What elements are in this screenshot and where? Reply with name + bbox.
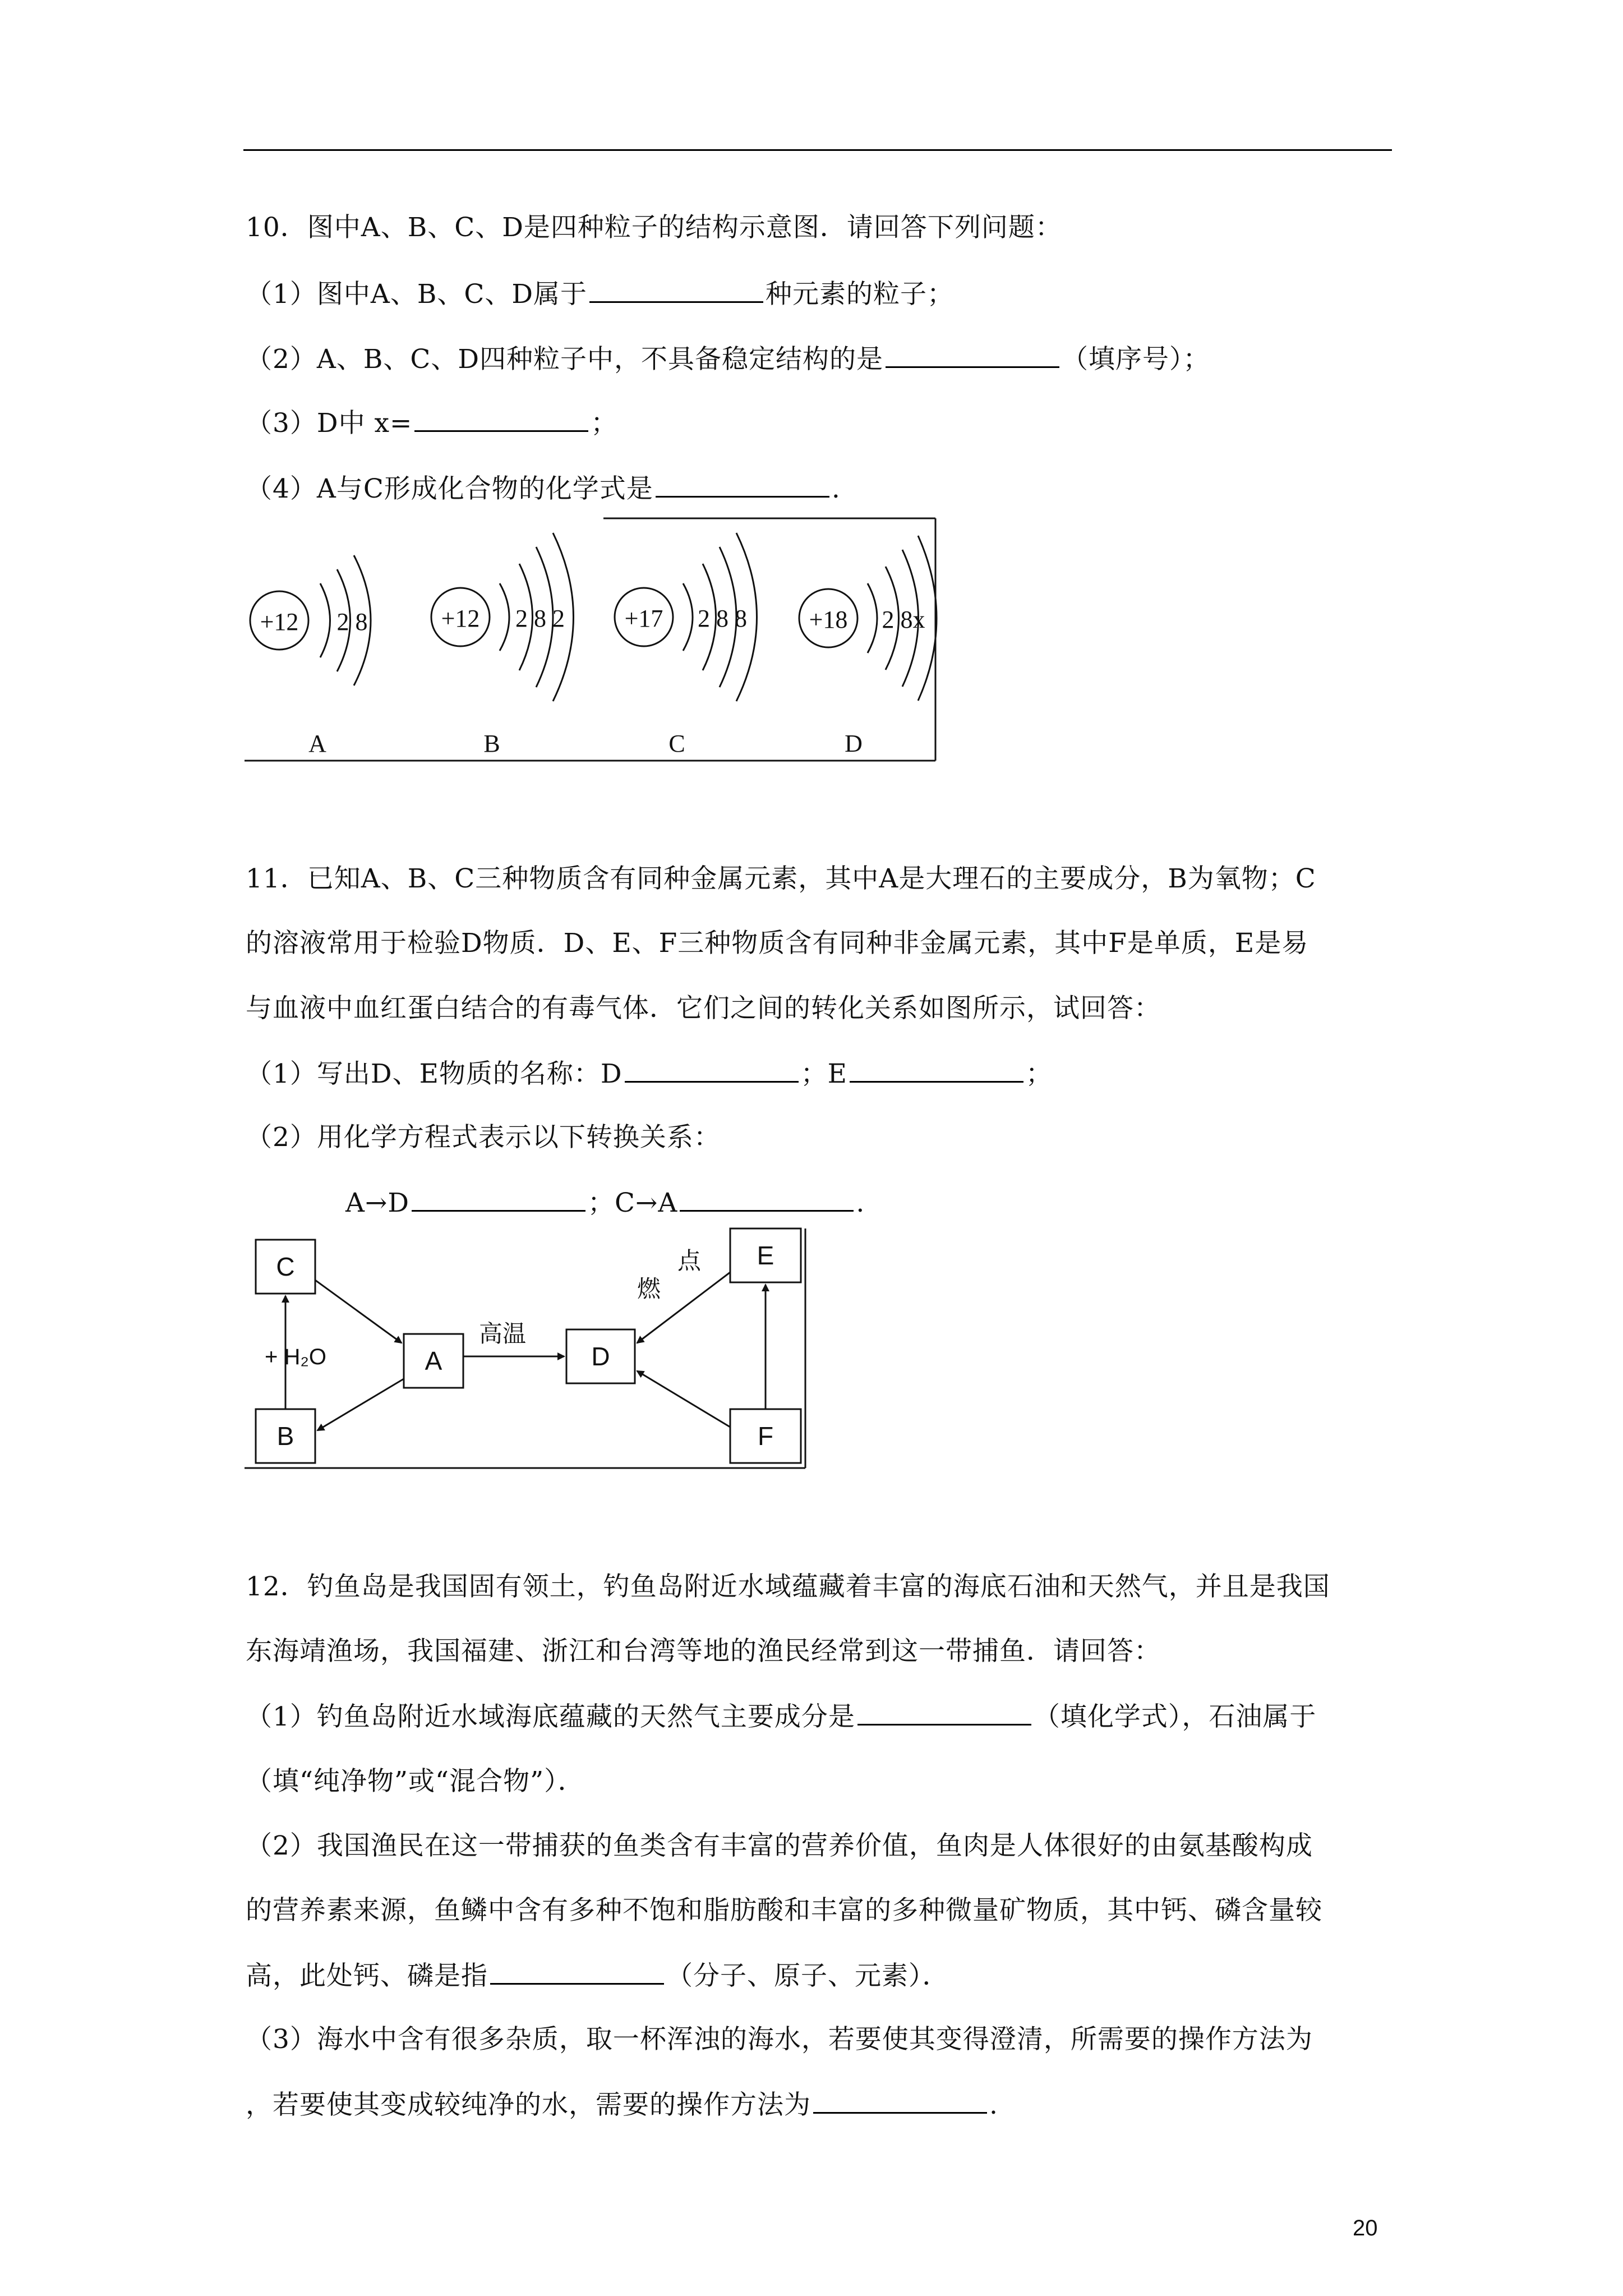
q12-part2-line1: （2）我国渔民在这一带捕获的鱼类含有丰富的营养价值，鱼肉是人体很好的由氨基酸构成 [246,1830,1313,1861]
atom-a-nucleus: +12 [260,608,299,636]
q11-d-blank[interactable] [625,1056,799,1083]
q10-part2 [246,342,1210,376]
q10-part4-suffix: . [831,473,841,504]
q11-line3: 与血液中血红蛋白结合的有毒气体．它们之间的转化关系如图所示，试回答： [246,993,1161,1024]
svg-text:D: D [591,1342,610,1371]
arrow-c-to-a [315,1280,402,1343]
q10-part2-suffix: （填序号）； [1062,344,1210,375]
atom-a [250,555,371,757]
q10-part3-suffix: ； [591,408,618,439]
atom-d-label: D [845,730,863,757]
q10-part4 [246,471,841,506]
q10-part1 [246,277,954,311]
atom-c [615,533,757,757]
label-h2o: + H₂O [265,1345,326,1369]
atom-structure-figure [245,516,940,763]
q12-part3-line1: （3）海水中含有很多杂质，取一杯浑浊的海水，若要使其变得澄清，所需要的操作方法为 [246,2024,1313,2055]
label-ignite-1: 点 [677,1248,702,1274]
q10-part4-blank[interactable] [656,471,829,498]
q12-part3-text: ，若要使其变成较纯净的水，需要的操作方法为 [246,2090,811,2120]
q12-part2-line3 [246,1958,949,1993]
q12-part2-options: （分子、原子、元素）． [666,1961,949,1991]
q11-equations [345,1185,865,1220]
q11-line2: 的溶液常用于检验D物质．D、E、F三种物质含有同种非金属元素，其中F是单质，E是易 [246,928,1309,959]
q11-eq1-blank[interactable] [412,1185,585,1212]
atom-d-shells: 2 8x [882,606,925,633]
q12-part1 [246,1699,1316,1734]
conversion-diagram [245,1224,808,1471]
q11-part1 [246,1056,1053,1091]
label-ignite-2: 燃 [637,1276,661,1302]
q11-eq-a-to-d: A→D [345,1188,410,1218]
q11-part1-end: ； [1025,1059,1053,1089]
q10-part4-text: （4）A与C形成化合物的化学式是 [246,473,653,504]
q10-part3 [246,406,617,440]
q12-part1-text: （1）钓鱼岛附近水域海底蕴藏的天然气主要成分是 [246,1701,855,1732]
atom-c-nucleus: +17 [624,605,663,632]
q12-method-blank[interactable] [813,2087,987,2114]
q11-part1-text: （1）写出D、E物质的名称：D [246,1059,623,1089]
page-number: 20 [1353,2216,1378,2240]
atom-b-label: B [483,730,500,757]
q10-part1-suffix: 种元素的粒子； [766,279,955,310]
atom-c-label: C [668,730,685,757]
q10-part3-text: （3）D中 x= [246,408,413,439]
q11-eq-c-to-a: ；C→A [588,1188,678,1218]
label-high-temp: 高温 [479,1320,527,1347]
q12-line1: 12．钓鱼岛是我国固有领土，钓鱼岛附近水域蕴藏着丰富的海底石油和天然气，并且是我国 [246,1571,1330,1602]
q10-part3-blank[interactable] [414,406,588,432]
q11-part2: （2）用化学方程式表示以下转换关系： [246,1122,721,1153]
svg-text:B: B [276,1421,294,1451]
q12-part3-line2 [246,2087,998,2122]
atom-c-shells: 2 8 8 [698,605,747,632]
q10-part1-blank[interactable] [589,277,763,303]
q11-line1: 11．已知A、B、C三种物质含有同种金属元素，其中A是大理石的主要成分，B为氧物；C [246,863,1316,894]
q11-e-blank[interactable] [850,1056,1023,1083]
svg-text:A: A [425,1346,442,1375]
q10-part2-blank[interactable] [886,342,1059,368]
svg-text:F: F [757,1421,774,1451]
q12-part2-line2: 的营养素来源，鱼鳞中含有多种不饱和脂肪酸和丰富的多种微量矿物质，其中钙、磷含量较 [246,1895,1322,1926]
arrow-f-to-d [637,1371,730,1427]
svg-text:E: E [757,1241,774,1270]
q12-part1-petroleum: （填化学式），石油属于 [1033,1701,1317,1732]
atom-d [799,536,937,757]
atom-b [431,533,574,757]
header-rule [243,149,1392,151]
atom-b-nucleus: +12 [441,605,480,632]
arrow-a-to-b [317,1379,404,1430]
q10-part2-text: （2）A、B、C、D四种粒子中，不具备稳定结构的是 [246,344,884,375]
atom-b-shells: 2 8 2 [515,605,565,632]
q12-line2: 东海靖渔场，我国福建、浙江和台湾等地的渔民经常到这一带捕鱼．请回答： [246,1636,1161,1667]
q11-eq2-blank[interactable] [680,1185,854,1212]
q11-eq-end: . [856,1188,865,1218]
q12-formula-blank[interactable] [857,1699,1031,1726]
atom-a-shells: 2 8 [336,608,368,636]
q12-element-blank[interactable] [490,1958,664,1985]
svg-text:C: C [276,1252,295,1281]
q12-part2-text: 高，此处钙、磷是指 [246,1961,488,1991]
q12-part3-end: . [989,2090,998,2120]
q12-part1-cont: （填“纯净物”或“混合物”）． [246,1766,585,1797]
atom-d-nucleus: +18 [809,606,848,633]
atom-a-label: A [308,730,326,757]
q10-part1-text: （1）图中A、B、C、D属于 [246,279,588,310]
q10-stem: 10．图中A、B、C、D是四种粒子的结构示意图．请回答下列问题： [246,212,1062,243]
q11-part1-e: ；E [800,1059,847,1089]
